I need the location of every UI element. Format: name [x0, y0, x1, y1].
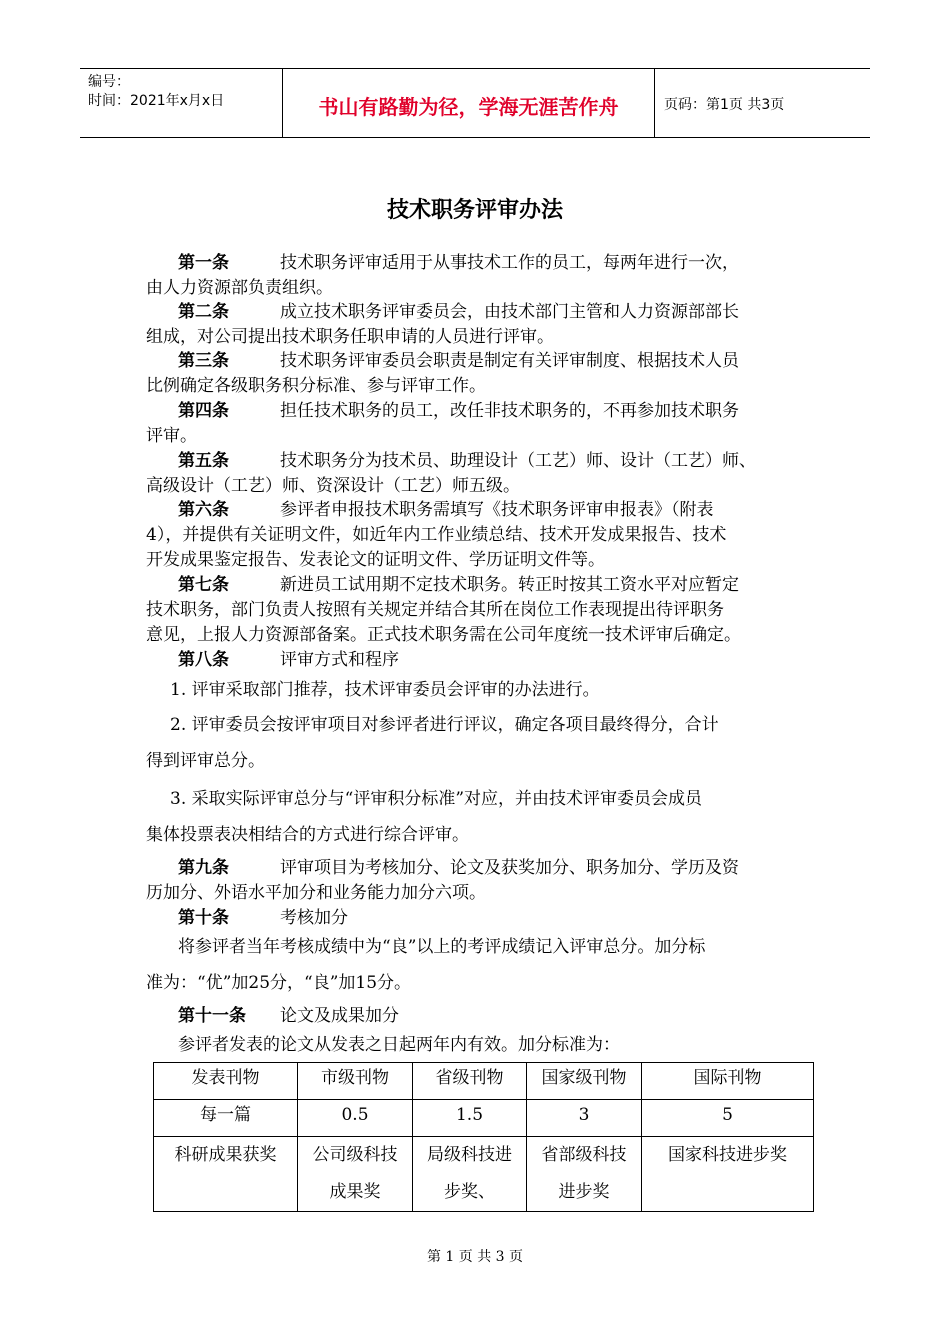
- document-title: 技术职务评审办法: [386, 198, 563, 223]
- table-cell: 国际刊物: [642, 1063, 814, 1100]
- page-footer: 第 1 页 共 3 页: [426, 1249, 524, 1265]
- table-cell: 市级刊物: [298, 1063, 413, 1100]
- article-heading: 考核加分: [280, 908, 348, 928]
- article-label: 第二条: [178, 302, 229, 322]
- article-text: 由人力资源部负责组织。: [146, 278, 333, 298]
- procedure-item-3: 3. 采取实际评审总分与“评审积分标准”对应，并由技术评审委员会成员: [170, 789, 703, 809]
- table-cell: 发表刊物: [154, 1063, 298, 1100]
- article-10-text-cont: 准为：“优”加25分，“良”加15分。: [146, 973, 412, 993]
- article-9: [146, 856, 810, 906]
- document-number-label: 编号：: [88, 74, 130, 90]
- article-text: 新进员工试用期不定技术职务。转正时按其工资水平对应暂定: [280, 575, 739, 595]
- table-cell: 局级科技进步奖、: [413, 1137, 527, 1212]
- article-text: 高级设计（工艺）师、资深设计（工艺）师五级。: [146, 476, 520, 496]
- table-cell: 5: [642, 1100, 814, 1137]
- article-text: 评审方式和程序: [280, 650, 399, 670]
- article-10-text: 将参评者当年考核成绩中为“良”以上的考评成绩记入评审总分。加分标: [178, 937, 706, 957]
- article-3: [146, 349, 810, 399]
- table-cell: 省级刊物: [413, 1063, 527, 1100]
- article-label: 第十一条: [178, 1006, 246, 1026]
- table-cell: 1.5: [413, 1100, 527, 1137]
- article-1: [146, 251, 810, 301]
- article-7: [146, 573, 810, 648]
- header-meta: [88, 73, 224, 111]
- table-cell: 0.5: [298, 1100, 413, 1137]
- procedure-item-2-cont: 得到评审总分。: [146, 751, 265, 771]
- article-10: [146, 906, 810, 931]
- article-label: 第七条: [178, 575, 229, 595]
- procedure-item-2: 2. 评审委员会按评审项目对参评者进行评议，确定各项目最终得分，合计: [170, 715, 719, 735]
- article-11: [146, 1004, 810, 1029]
- scoring-table: [153, 1062, 814, 1212]
- article-text: 技术职务分为技术员、助理设计（工艺）师、设计（工艺）师、: [280, 451, 756, 471]
- article-label: 第六条: [178, 500, 229, 520]
- article-label: 第三条: [178, 351, 229, 371]
- table-cell: 国家科技进步奖: [642, 1137, 814, 1212]
- article-text: 历加分、外语水平加分和业务能力加分六项。: [146, 883, 486, 903]
- article-label: 第九条: [178, 858, 229, 878]
- article-text: 评审。: [146, 426, 197, 446]
- page-header: [80, 68, 870, 138]
- header-motto: 书山有路勤为径，学海无涯苦作舟: [318, 95, 619, 119]
- table-row: [154, 1137, 814, 1212]
- article-5: [146, 449, 810, 499]
- procedure-item-1: 1. 评审采取部门推荐，技术评审委员会评审的办法进行。: [170, 680, 600, 700]
- procedure-item-3-cont: 集体投票表决相结合的方式进行综合评审。: [146, 825, 469, 845]
- article-text: 参评者申报技术职务需填写《技术职务评审申报表》（附表: [280, 500, 714, 520]
- article-label: 第五条: [178, 451, 229, 471]
- article-text: 成立技术职务评审委员会，由技术部门主管和人力资源部部长: [280, 302, 739, 322]
- header-page-info: 页码：第1页 共3页: [664, 97, 785, 113]
- table-row: [154, 1063, 814, 1100]
- header-divider: [654, 69, 655, 137]
- article-text: 担任技术职务的员工，改任非技术职务的，不再参加技术职务: [280, 401, 739, 421]
- article-6: [146, 498, 810, 573]
- article-text: 4），并提供有关证明文件，如近年内工作业绩总结、技术开发成果报告、技术: [146, 525, 727, 545]
- table-row: [154, 1100, 814, 1137]
- article-text: 组成，对公司提出技术职务任职申请的人员进行评审。: [146, 327, 554, 347]
- table-cell: 科研成果获奖: [154, 1137, 298, 1212]
- article-label: 第一条: [178, 253, 229, 273]
- table-cell: 公司级科技成果奖: [298, 1137, 413, 1212]
- article-2: [146, 300, 810, 350]
- table-cell: 国家级刊物: [527, 1063, 642, 1100]
- article-heading: 论文及成果加分: [280, 1006, 399, 1026]
- table-cell: 3: [527, 1100, 642, 1137]
- table-cell: 省部级科技进步奖: [527, 1137, 642, 1212]
- article-4: [146, 399, 810, 449]
- article-8: [146, 648, 810, 673]
- article-text: 评审项目为考核加分、论文及获奖加分、职务加分、学历及资: [280, 858, 739, 878]
- article-label: 第八条: [178, 650, 229, 670]
- article-label: 第十条: [178, 908, 229, 928]
- article-text: 比例确定各级职务积分标准、参与评审工作。: [146, 376, 486, 396]
- article-11-text: 参评者发表的论文从发表之日起两年内有效。加分标准为：: [178, 1035, 620, 1055]
- article-text: 技术职务评审适用于从事技术工作的员工，每两年进行一次，: [280, 253, 739, 273]
- article-text: 开发成果鉴定报告、发表论文的证明文件、学历证明文件等。: [146, 550, 605, 570]
- document-date: 时间：2021年x月x日: [88, 93, 225, 109]
- article-text: 技术职务，部门负责人按照有关规定并结合其所在岗位工作表现提出待评职务: [146, 600, 724, 620]
- article-text: 意见，上报人力资源部备案。正式技术职务需在公司年度统一技术评审后确定。: [146, 625, 741, 645]
- article-text: 技术职务评审委员会职责是制定有关评审制度、根据技术人员: [280, 351, 739, 371]
- article-label: 第四条: [178, 401, 229, 421]
- table-cell: 每一篇: [154, 1100, 298, 1137]
